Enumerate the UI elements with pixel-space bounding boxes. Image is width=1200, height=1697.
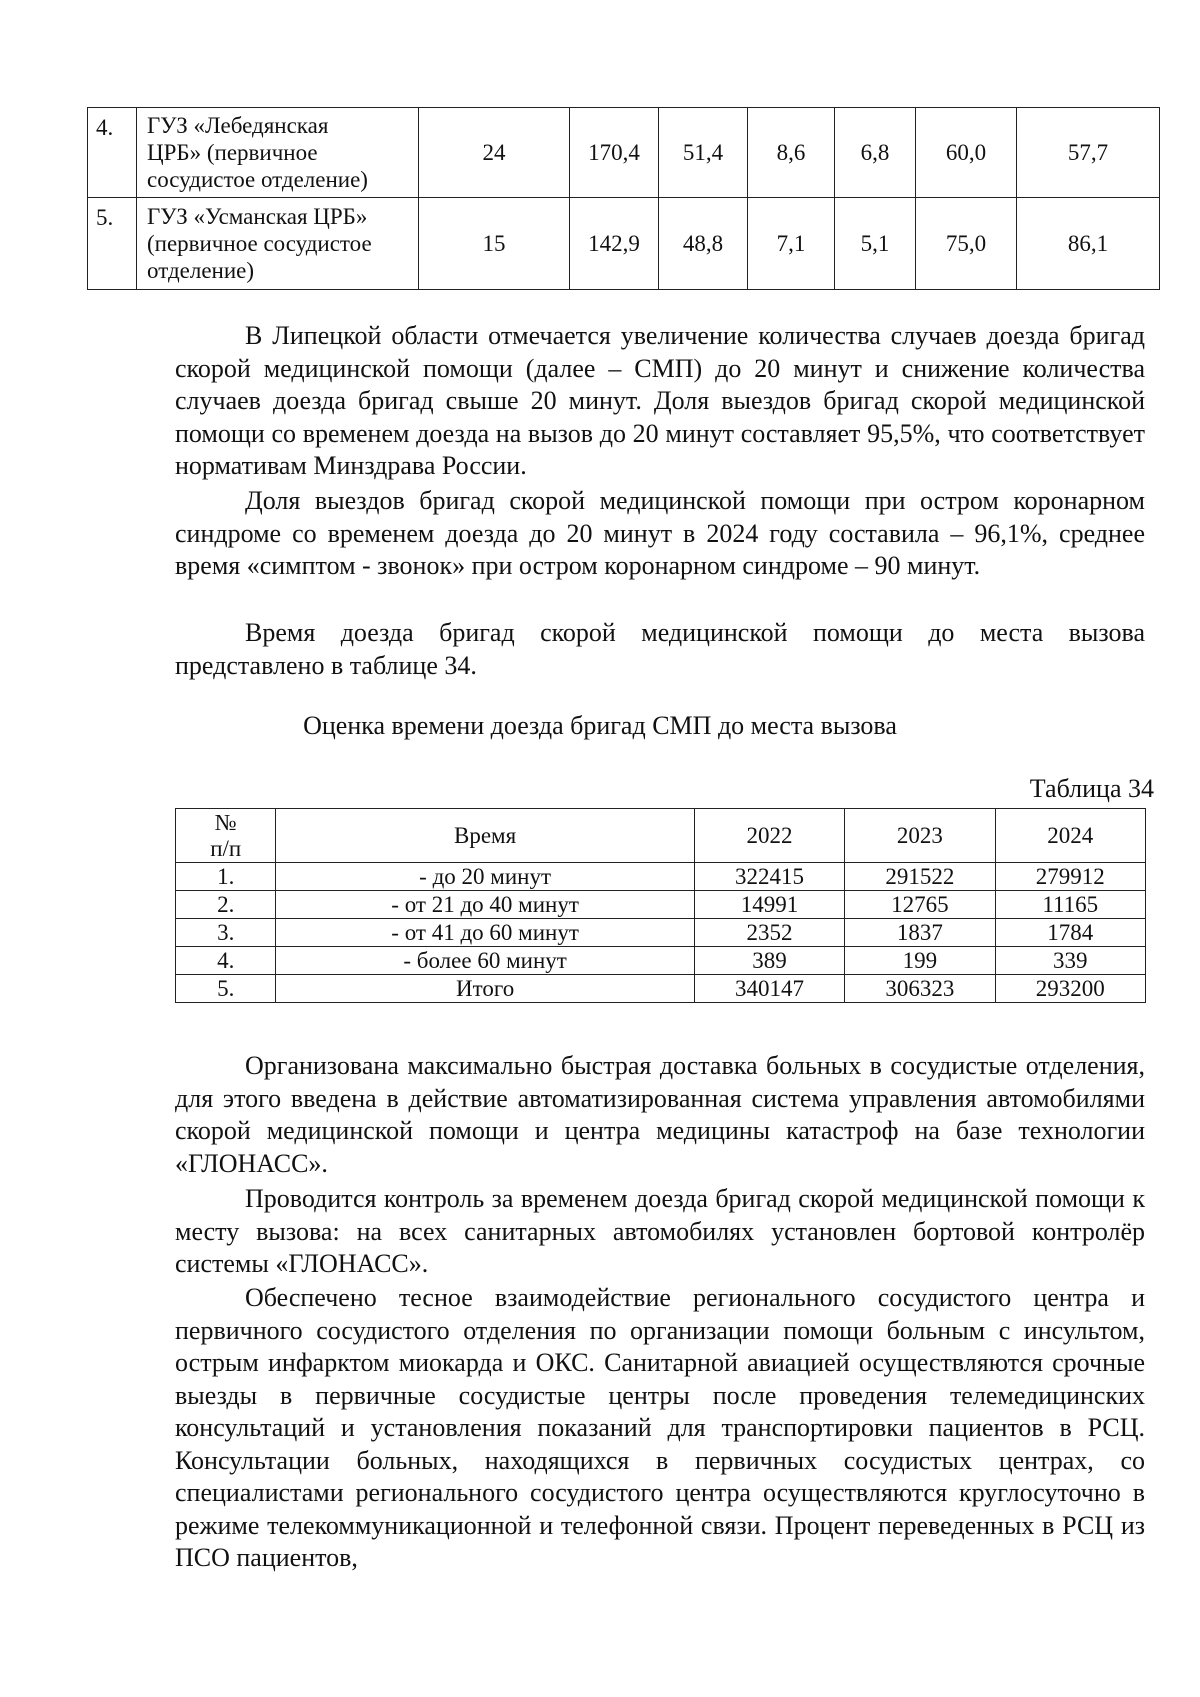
row-number: 5. bbox=[88, 198, 137, 290]
table-cell: 51,4 bbox=[659, 108, 748, 198]
table-cell: 15 bbox=[419, 198, 570, 290]
table-cell: 24 bbox=[419, 108, 570, 198]
row-time: Итого bbox=[276, 975, 694, 1003]
paragraph: Организована максимально быстрая доставка больных в сосудистые отделения, для этого введена в действие автоматизированная система управления автомобилями скорой медицинской помощи и центра медицины катастроф на базе технологии «ГЛОНАСС». bbox=[175, 1051, 1145, 1178]
table-cell: 170,4 bbox=[570, 108, 659, 198]
name-line: отделение) bbox=[147, 258, 255, 283]
table-cell: 2352 bbox=[694, 919, 844, 947]
table-cell: 279912 bbox=[995, 863, 1145, 891]
table-label: Таблица 34 bbox=[1029, 774, 1154, 803]
row-number: 2. bbox=[176, 891, 276, 919]
table-cell: 1784 bbox=[995, 919, 1145, 947]
table-cell: 1837 bbox=[845, 919, 995, 947]
header-year: 2022 bbox=[694, 809, 844, 863]
table-cell: 11165 bbox=[995, 891, 1145, 919]
header-number-line: № bbox=[214, 809, 237, 835]
row-time: - до 20 минут bbox=[276, 863, 694, 891]
table-row bbox=[176, 863, 1146, 891]
header-time: Время bbox=[276, 809, 694, 863]
table-cell: 322415 bbox=[694, 863, 844, 891]
header-year: 2024 bbox=[995, 809, 1145, 863]
table-cell: 306323 bbox=[845, 975, 995, 1003]
name-line: сосудистое отделение) bbox=[147, 167, 368, 192]
row-time: - более 60 минут bbox=[276, 947, 694, 975]
row-time: - от 41 до 60 минут bbox=[276, 919, 694, 947]
table-row bbox=[88, 198, 1160, 290]
institution-name bbox=[137, 108, 419, 198]
table-row bbox=[176, 975, 1146, 1003]
paragraph: В Липецкой области отмечается увеличение количества случаев доезда бригад скорой медицинской помощи (далее – СМП) до 20 минут и снижение количества случаев доезда бригад свыше 20 минут. Доля выездов бригад скорой медицинской помощи со временем доезда на вызов до 20 минут составляет 95,5%, что соответствует нормативам Минздрава России. bbox=[175, 321, 1145, 480]
institution-name bbox=[137, 198, 419, 290]
table-cell: 293200 bbox=[995, 975, 1145, 1003]
table-cell: 8,6 bbox=[748, 108, 835, 198]
table-row bbox=[176, 919, 1146, 947]
row-number: 3. bbox=[176, 919, 276, 947]
row-time: - от 21 до 40 минут bbox=[276, 891, 694, 919]
table-cell: 86,1 bbox=[1017, 198, 1160, 290]
table-cell: 14991 bbox=[694, 891, 844, 919]
table-cell: 291522 bbox=[845, 863, 995, 891]
row-number: 5. bbox=[176, 975, 276, 1003]
table-cell: 60,0 bbox=[916, 108, 1017, 198]
table-row bbox=[176, 947, 1146, 975]
table-cell: 389 bbox=[694, 947, 844, 975]
table-row bbox=[88, 108, 1160, 198]
name-line: ЦРБ» (первичное bbox=[147, 140, 318, 165]
table-cell: 340147 bbox=[694, 975, 844, 1003]
paragraph: Доля выездов бригад скорой медицинской помощи при остром коронарном синдроме со временем доезда до 20 минут в 2024 году составила – 96,1%, среднее время «симптом - звонок» при остром коронарном синдроме – 90 минут. bbox=[175, 486, 1145, 580]
top-table bbox=[87, 107, 1160, 290]
table-cell: 339 bbox=[995, 947, 1145, 975]
table-cell: 5,1 bbox=[835, 198, 916, 290]
row-number: 1. bbox=[176, 863, 276, 891]
paragraph: Обеспечено тесное взаимодействие регионального сосудистого центра и первичного сосудистого отделения по организации помощи больным с инсультом, острым инфарктом миокарда и ОКС. Санитарной авиацией осуществляются срочные выезды в первичные сосудистые центры после проведения телемедицинских консультаций и установления показаний для транспортировки пациентов в РСЦ. Консультации больных, находящихся в первичных сосудистых центрах, со специалистами регионального сосудистого центра осуществляются круглосуточно в режиме телекоммуникационной и телефонной связи. Процент переведенных в РСЦ из ПСО пациентов, bbox=[175, 1283, 1145, 1572]
paragraph: Время доезда бригад скорой медицинской помощи до места вызова представлено в таблице 34. bbox=[175, 618, 1145, 680]
table-cell: 199 bbox=[845, 947, 995, 975]
table-cell: 142,9 bbox=[570, 198, 659, 290]
name-line: ГУЗ «Лебедянская bbox=[147, 113, 329, 138]
row-number: 4. bbox=[88, 108, 137, 198]
name-line: ГУЗ «Усманская ЦРБ» bbox=[147, 204, 368, 229]
table-row bbox=[176, 891, 1146, 919]
row-number: 4. bbox=[176, 947, 276, 975]
paragraph: Проводится контроль за временем доезда бригад скорой медицинской помощи к месту вызова: на всех санитарных автомобилях установлен бортовой контролёр системы «ГЛОНАСС». bbox=[175, 1184, 1145, 1278]
table-cell: 12765 bbox=[845, 891, 995, 919]
table-cell: 48,8 bbox=[659, 198, 748, 290]
table-34 bbox=[175, 808, 1146, 1003]
name-line: (первичное сосудистое bbox=[147, 231, 372, 256]
header-year: 2023 bbox=[845, 809, 995, 863]
table-cell: 75,0 bbox=[916, 198, 1017, 290]
table-cell: 57,7 bbox=[1017, 108, 1160, 198]
header-number bbox=[176, 809, 276, 863]
table-cell: 7,1 bbox=[748, 198, 835, 290]
table-caption: Оценка времени доезда бригад СМП до места вызова bbox=[303, 711, 897, 740]
table-header-row bbox=[176, 809, 1146, 863]
table-cell: 6,8 bbox=[835, 108, 916, 198]
header-number-line: п/п bbox=[210, 835, 242, 861]
